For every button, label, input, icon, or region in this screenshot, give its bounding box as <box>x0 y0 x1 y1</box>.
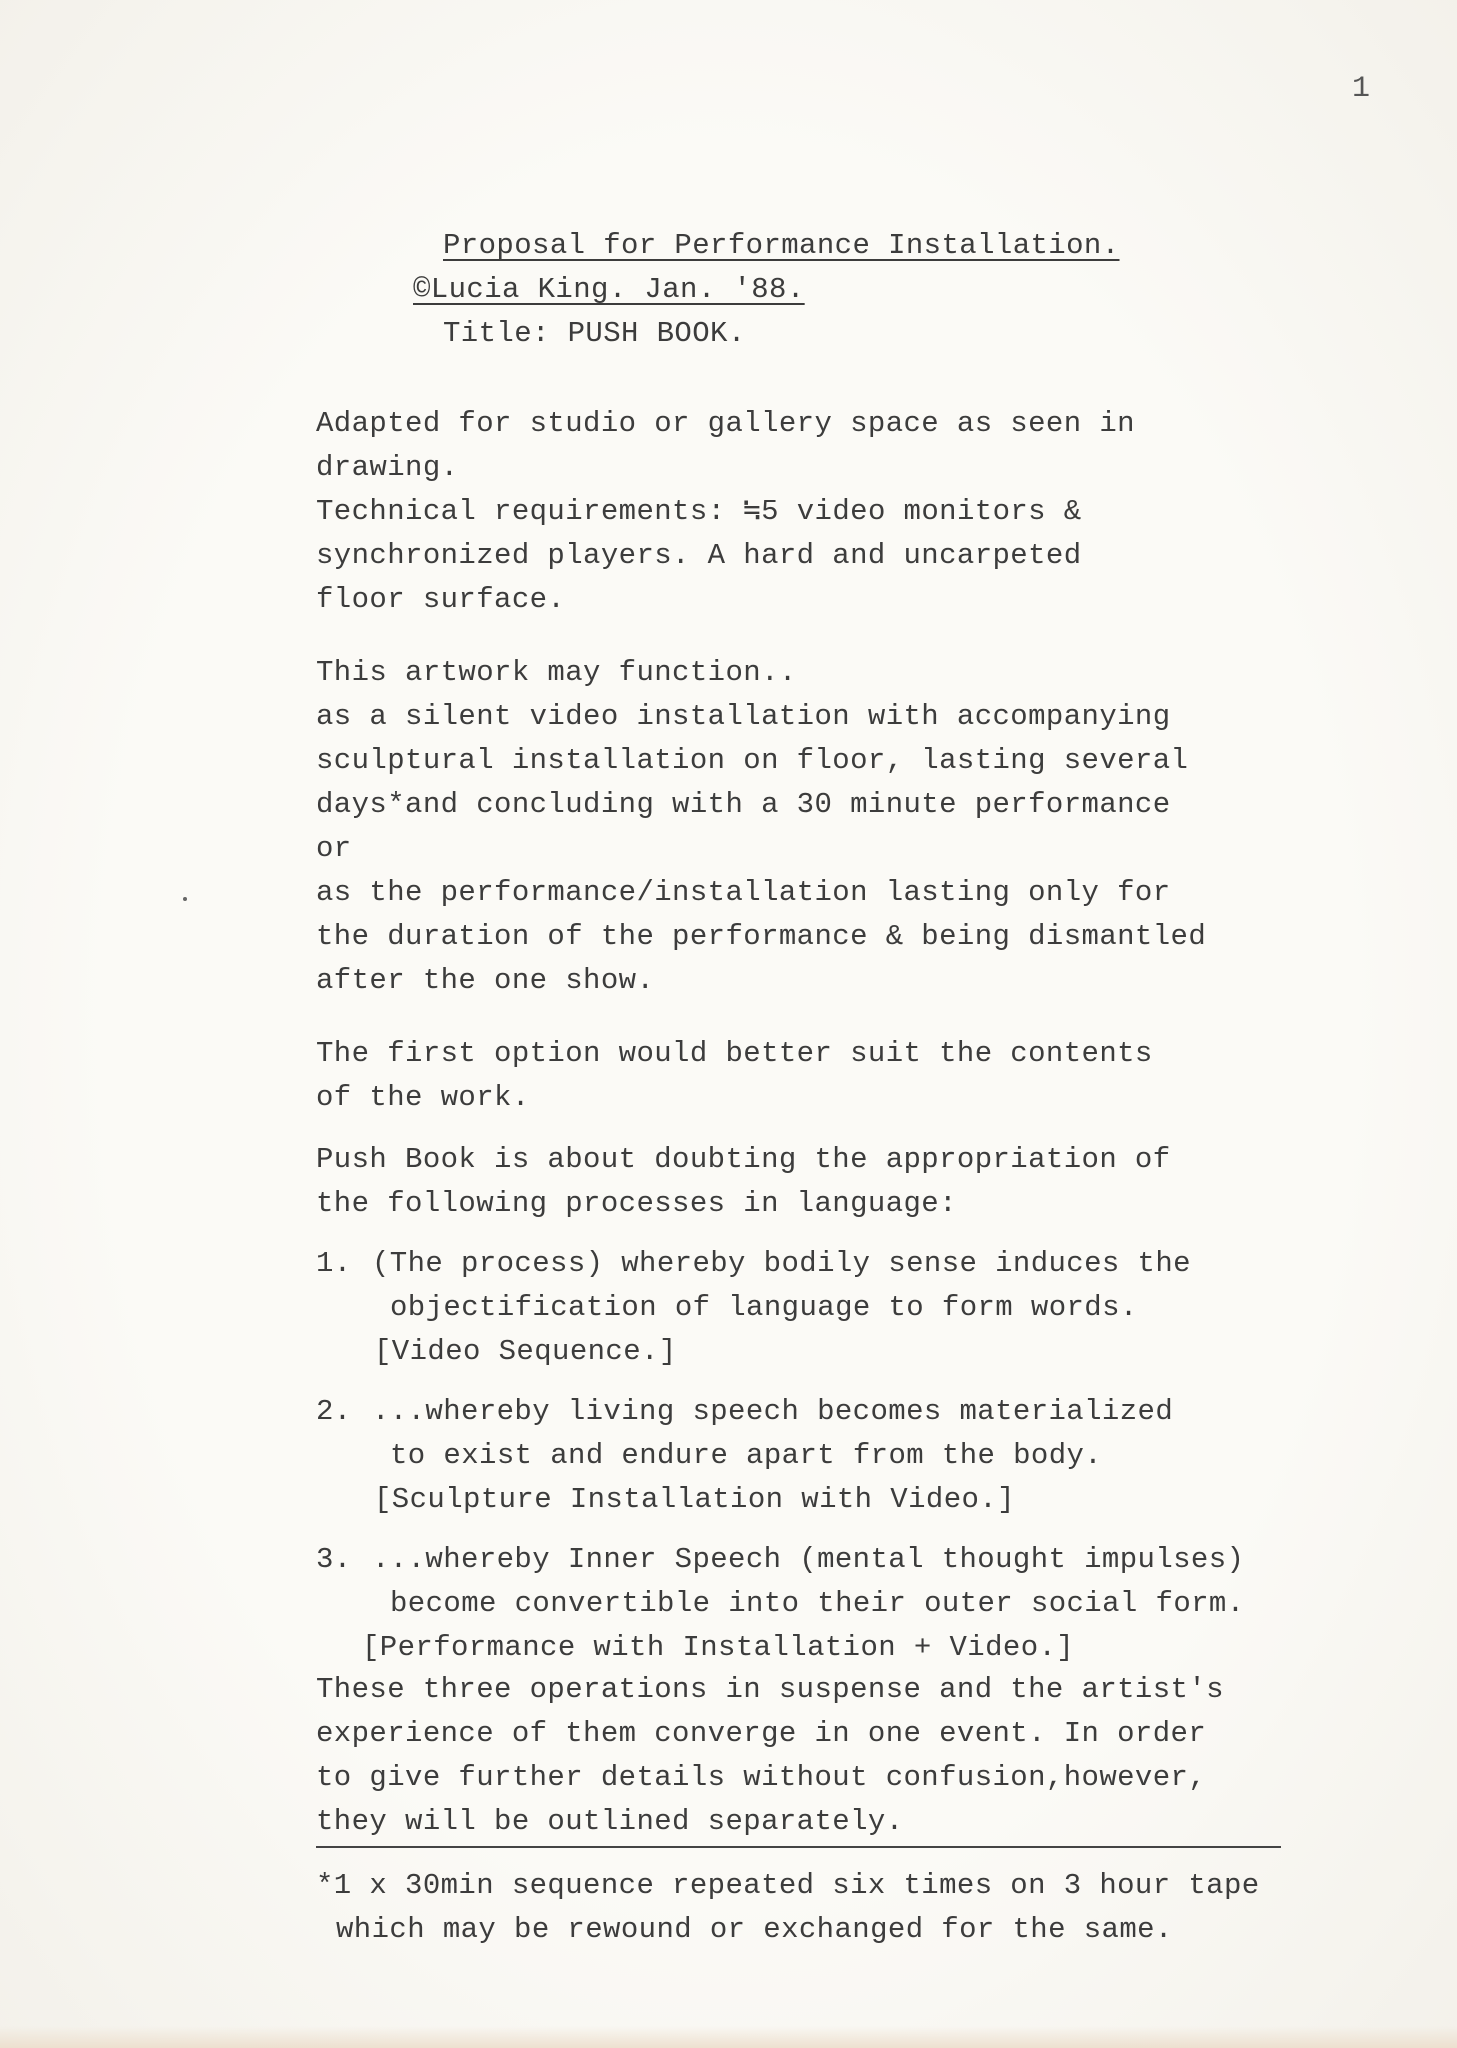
list-item-line: ...whereby living speech becomes materialized <box>372 1395 1174 1428</box>
text-line: the following processes in language: <box>316 1187 957 1220</box>
text-line: as a silent video installation with accompanying <box>316 700 1171 733</box>
paper-edge <box>0 2026 1457 2048</box>
text-line: synchronized players. A hard and uncarpeted <box>316 539 1082 572</box>
text-line: or <box>316 832 352 865</box>
text-line: drawing. <box>316 451 459 484</box>
text-line: These three operations in suspense and the artist's <box>316 1673 1224 1706</box>
list-number: 1. <box>316 1247 352 1280</box>
text-line: days*and concluding with a 30 minute performance <box>316 788 1171 821</box>
list-item-line: become convertible into their outer social form. <box>390 1587 1245 1620</box>
text-line: after the one show. <box>316 964 655 997</box>
text-line: sculptural installation on floor, lasting several <box>316 744 1189 777</box>
list-item-line: [Video Sequence.] <box>374 1335 677 1368</box>
list-item-line: [Performance with Installation + Video.] <box>362 1631 1075 1664</box>
list-number: 3. <box>316 1543 352 1576</box>
text-line: This artwork may function.. <box>316 656 797 689</box>
footnote-line: *1 x 30min sequence repeated six times on 3 hour tape <box>316 1869 1260 1902</box>
text-line: experience of them converge in one event. In order <box>316 1717 1207 1750</box>
list-item-line: [Sculpture Installation with Video.] <box>374 1483 1015 1516</box>
text-line: to give further details without confusion,however, <box>316 1761 1207 1794</box>
list-item-line: objectification of language to form words. <box>390 1291 1138 1324</box>
footnote-line: which may be rewound or exchanged for the same. <box>336 1913 1173 1946</box>
proposal-title: Proposal for Performance Installation. <box>443 229 1120 262</box>
list-item-line: (The process) whereby bodily sense induces the <box>372 1247 1191 1280</box>
text-line: they will be outlined separately. <box>316 1805 904 1838</box>
text-line: Adapted for studio or gallery space as seen in <box>316 407 1135 440</box>
page-number: 1 <box>1352 72 1371 106</box>
list-item-line: ...whereby Inner Speech (mental thought impulses) <box>372 1543 1245 1576</box>
text-line: as the performance/installation lasting only for <box>316 876 1171 909</box>
footnote-rule <box>316 1846 1281 1848</box>
text-line: floor surface. <box>316 583 566 616</box>
ink-speck <box>183 897 187 901</box>
copyright-line: ©Lucia King. Jan. '88. <box>413 273 805 306</box>
text-line: Technical requirements: ≒5 video monitors & <box>316 495 1082 528</box>
text-line: the duration of the performance & being dismantled <box>316 920 1207 953</box>
text-line: of the work. <box>316 1081 530 1114</box>
text-line: Push Book is about doubting the appropriation of <box>316 1143 1171 1176</box>
title-line: Title: PUSH BOOK. <box>443 317 746 350</box>
text-line: The first option would better suit the contents <box>316 1037 1153 1070</box>
list-item-line: to exist and endure apart from the body. <box>390 1439 1103 1472</box>
list-number: 2. <box>316 1395 352 1428</box>
